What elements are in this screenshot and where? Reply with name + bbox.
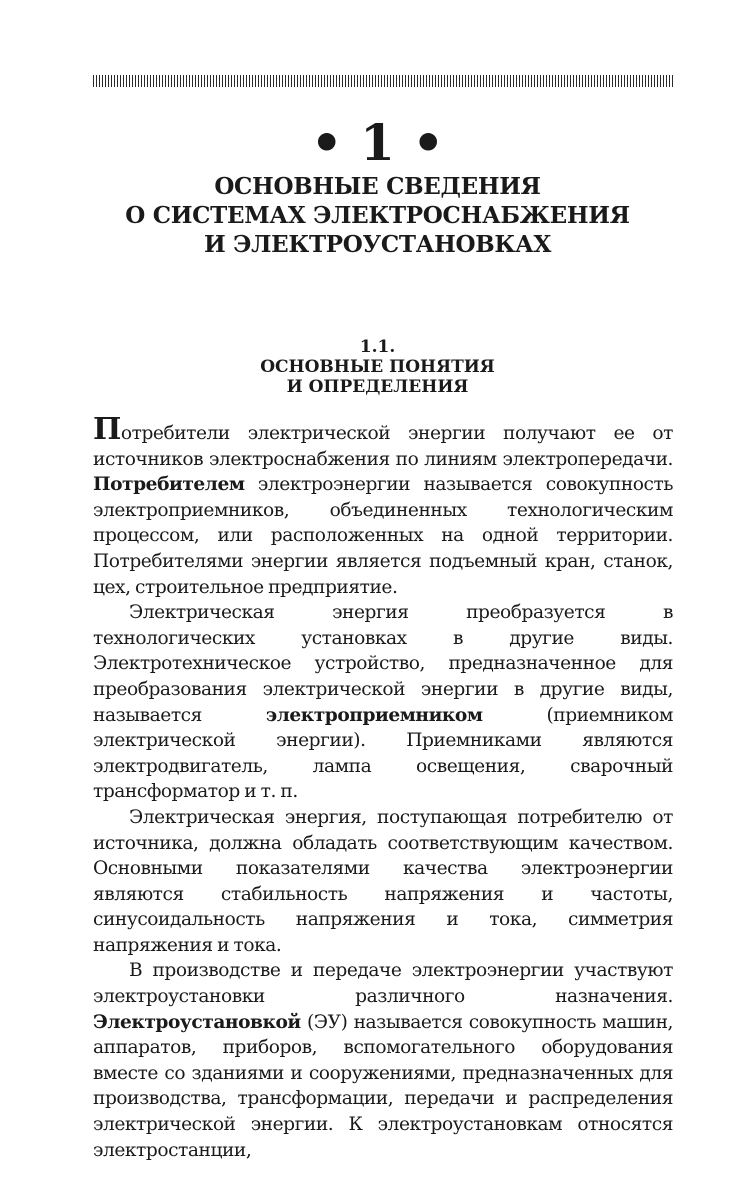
paragraph-text: отребители электрической энергии получают ее от источников электроснабжения по линиям электропередачи. (93, 423, 673, 470)
paragraph-text: Электрическая энергия преобразуется в технологических установках в другие виды. Электротехническое устройство, предназначенное для преобразования электрической энергии в другие виды, называется (93, 602, 673, 726)
paragraph (93, 958, 673, 1163)
paragraph (93, 412, 673, 600)
section-title-line: И ОПРЕДЕЛЕНИЯ (286, 377, 469, 397)
section-title-line: ОСНОВНЫЕ ПОНЯТИЯ (260, 357, 495, 377)
body-text (93, 412, 673, 1163)
section-heading (0, 337, 755, 397)
paragraph-text: (ЭУ) называется совокупность машин, аппаратов, приборов, вспомогательного оборудования вместе со зданиями и сооружениями, предназначенных для производства, трансформации, передачи и распределения электрической энергии. К электроустановкам относятся электростанции, (93, 1011, 673, 1161)
drop-cap: П (93, 412, 121, 447)
chapter-title-line: И ЭЛЕКТРОУСТАНОВКАХ (203, 231, 552, 258)
chapter-title (0, 172, 755, 259)
chapter-number: • 1 • (310, 113, 445, 172)
defined-term: Электроустановкой (93, 1011, 301, 1033)
defined-term: Потребителем (93, 474, 245, 496)
decorative-rule (93, 75, 673, 87)
defined-term: электроприемником (265, 704, 483, 726)
paragraph-text: электроэнергии называется совокупность электроприемников, объединенных технологическим процессом, или расположенных на одной территории. Потребителями энергии является подъемный кран, станок, цех, строительное предприятие. (93, 474, 673, 598)
paragraph-text: Электрическая энергия, поступающая потребителю от источника, должна обладать соответствующим качеством. Основными показателями качества электроэнергии являются стабильность напряжения и частоты, синусоидальность напряжения и тока, симметрия напряжения и тока. (93, 806, 673, 956)
paragraph-text: (приемником электрической энергии). Приемниками являются электродвигатель, лампа освещения, сварочный трансформатор и т. п. (93, 704, 673, 803)
chapter-title-line: ОСНОВНЫЕ СВЕДЕНИЯ (214, 173, 541, 200)
paragraph (93, 805, 673, 959)
paragraph-text: В производстве и передаче электроэнергии участвуют электроустановки различного назначения. (93, 960, 673, 1008)
paragraph (93, 600, 673, 805)
section-number: 1.1. (359, 337, 396, 357)
chapter-title-line: О СИСТЕМАХ ЭЛЕКТРОСНАБЖЕНИЯ (125, 202, 630, 229)
